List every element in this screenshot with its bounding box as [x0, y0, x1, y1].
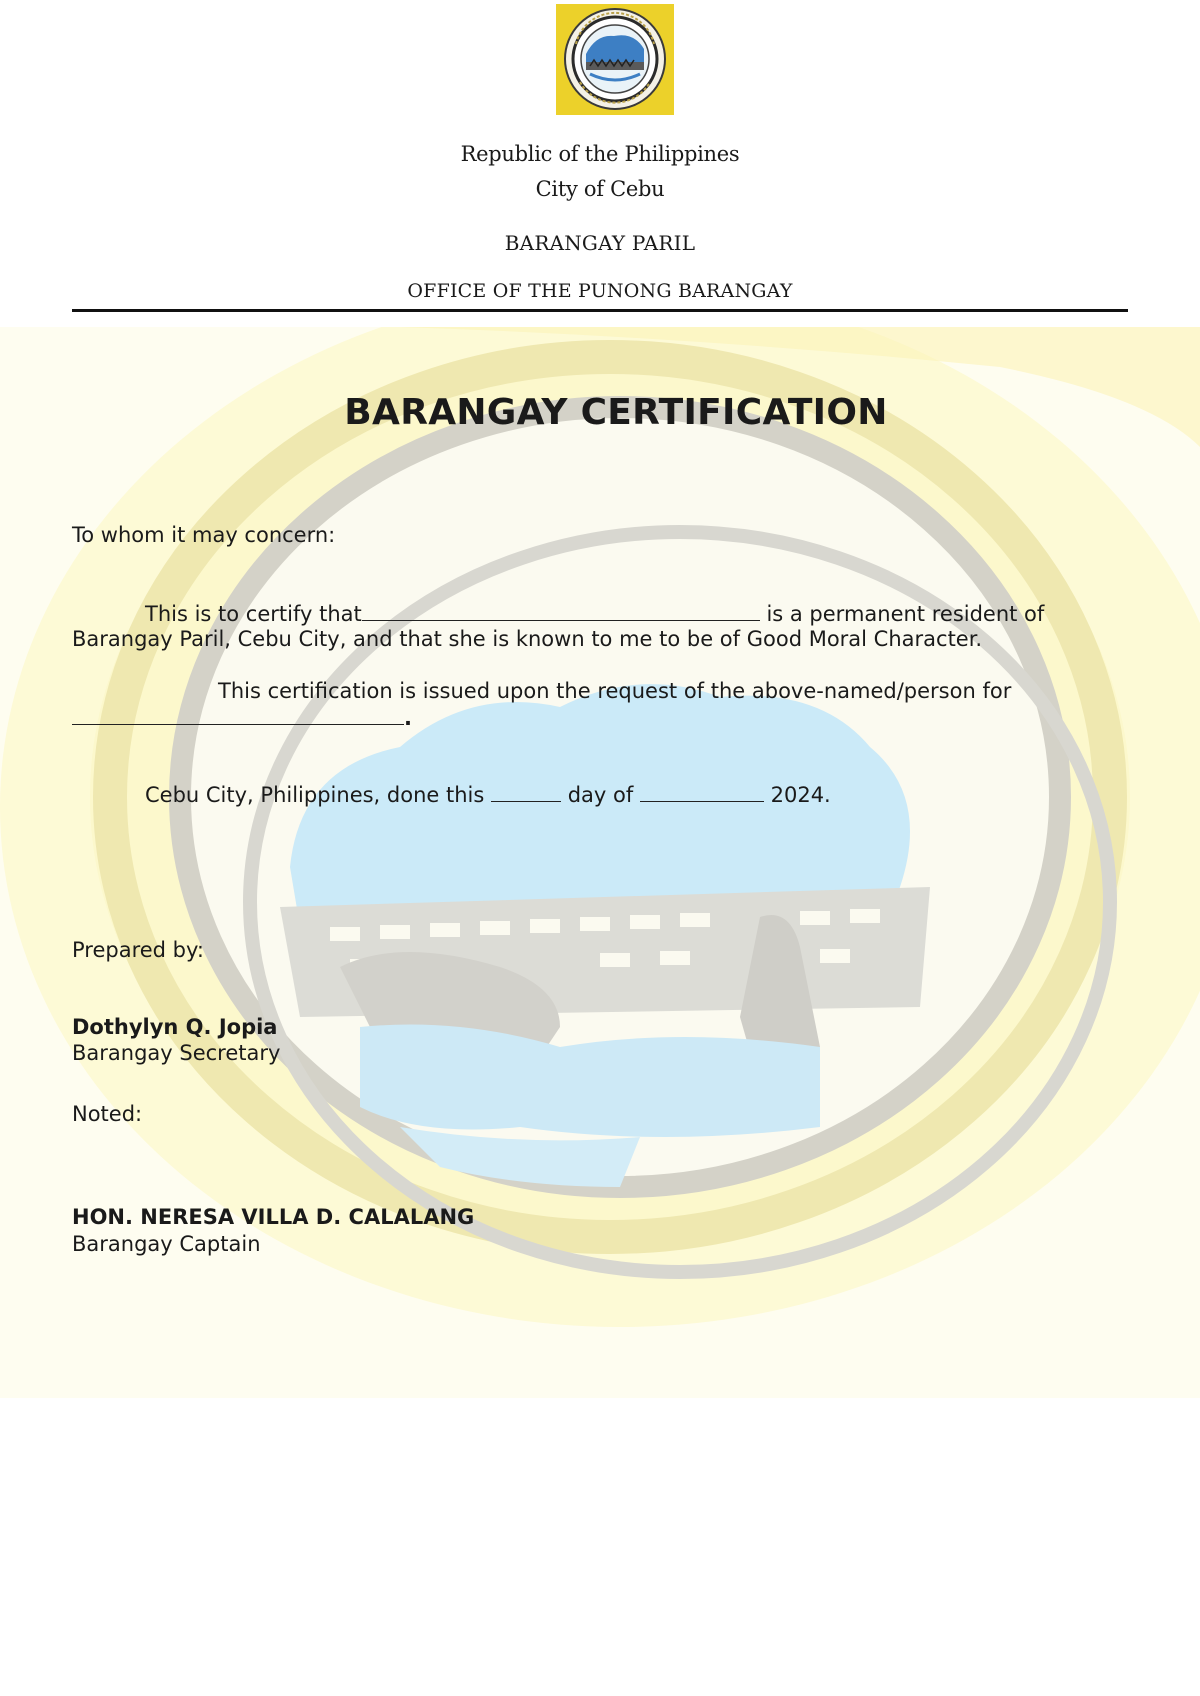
secretary-title: Barangay Secretary	[72, 1041, 281, 1065]
prepared-by-label: Prepared by:	[72, 938, 204, 962]
month-blank[interactable]	[640, 781, 764, 802]
header-city: City of Cebu	[535, 177, 665, 201]
header-barangay: BARANGAY PARIL	[504, 231, 696, 255]
noted-label: Noted:	[72, 1102, 143, 1126]
purpose-line	[72, 704, 412, 731]
secretary-name: Dothylyn Q. Jopia	[72, 1015, 278, 1039]
certificate-title: BARANGAY CERTIFICATION	[344, 392, 888, 433]
purpose-blank[interactable]	[72, 704, 404, 725]
captain-name: HON. NERESA VILLA D. CALALANG	[72, 1205, 475, 1229]
done-line	[145, 781, 831, 808]
done-day-of: day of	[567, 783, 634, 807]
header-office: OFFICE OF THE PUNONG BARANGAY	[407, 280, 793, 302]
done-prefix: Cebu City, Philippines, done this	[145, 783, 485, 807]
certify-suffix: is a permanent resident of	[766, 602, 1045, 626]
header-republic: Republic of the Philippines	[460, 142, 740, 166]
certify-line-2: Barangay Paril, Cebu City, and that she is known to me to be of Good Moral Character.	[72, 627, 983, 651]
certify-line-1	[145, 600, 1044, 627]
day-blank[interactable]	[491, 781, 561, 802]
issued-line: This certification is issued upon the request of the above-named/person for	[218, 679, 1012, 703]
purpose-period: .	[404, 706, 412, 730]
salutation: To whom it may concern:	[72, 523, 336, 547]
certify-prefix: This is to certify that	[145, 602, 362, 626]
captain-title: Barangay Captain	[72, 1232, 261, 1256]
resident-name-blank[interactable]	[362, 600, 760, 621]
done-year: 2024.	[770, 783, 831, 807]
